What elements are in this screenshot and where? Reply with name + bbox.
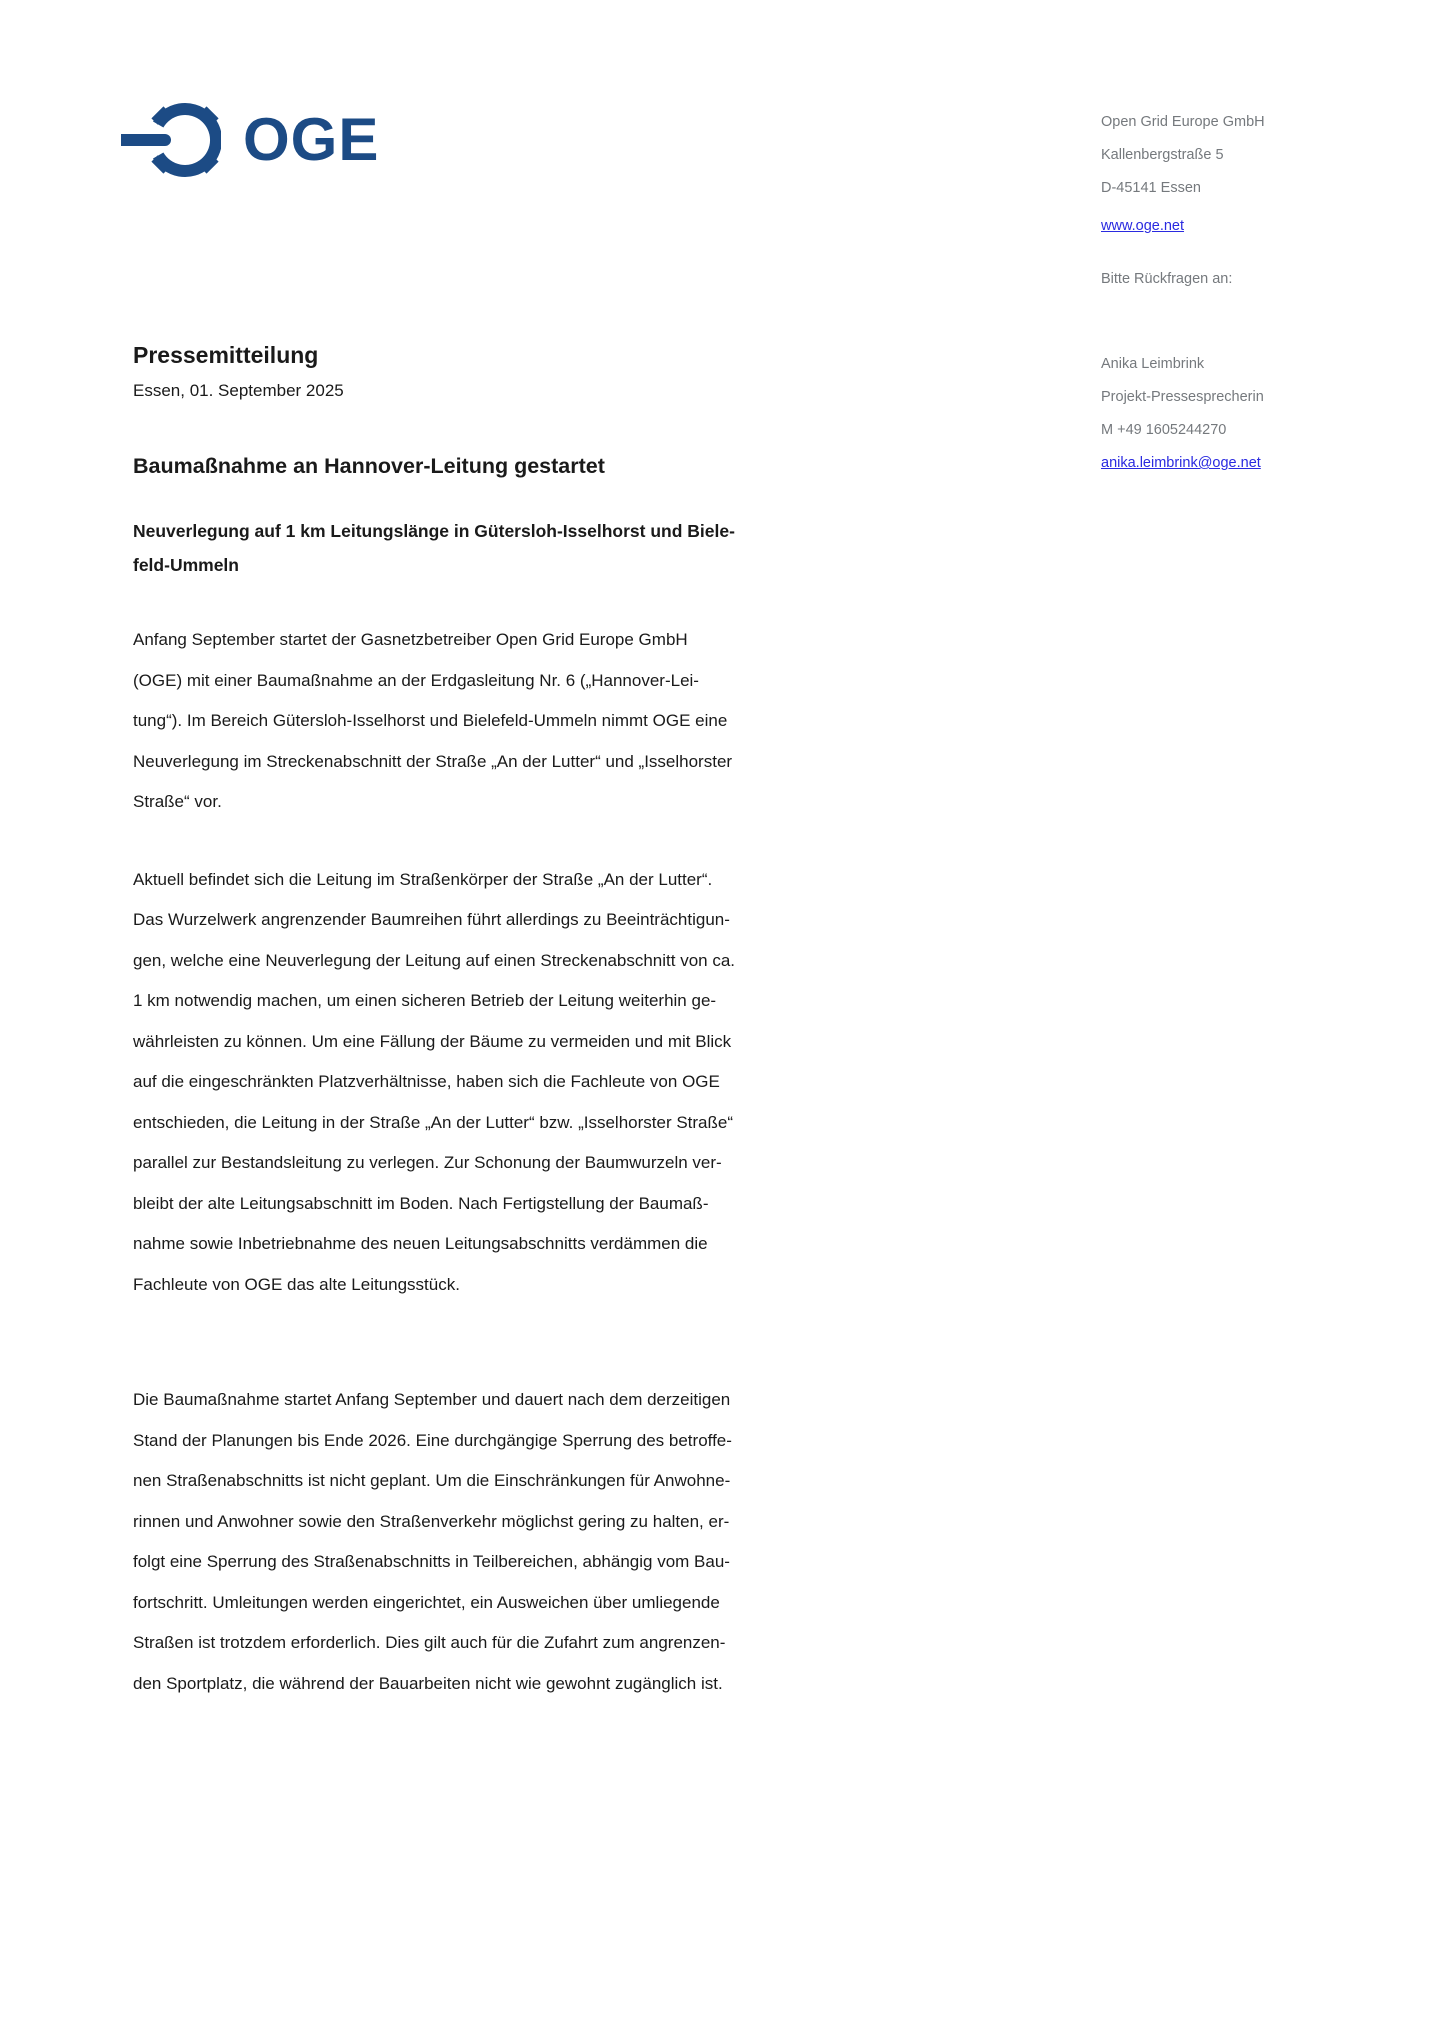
- text-line: parallel zur Bestandsleitung zu verlegen. Zur Schonung der Baumwurzeln ver-: [133, 1153, 722, 1172]
- text-line: Fachleute von OGE das alte Leitungsstück.: [133, 1274, 460, 1294]
- text-line: nahme sowie Inbetriebnahme des neuen Leitungsabschnitts verdämmen die: [133, 1234, 708, 1253]
- contact-block: [1101, 106, 1401, 480]
- paragraph: [133, 620, 793, 823]
- subheadline: [133, 514, 793, 582]
- text-line: folgt eine Sperrung des Straßenabschnitts in Teilbereichen, abhängig vom Bau-: [133, 1552, 730, 1571]
- text-line: nen Straßenabschnitts ist nicht geplant. Um die Einschränkungen für Anwohne-: [133, 1471, 731, 1490]
- company-name: Open Grid Europe GmbH: [1101, 114, 1265, 130]
- website-line: [1101, 210, 1401, 243]
- text-line: entschieden, die Leitung in der Straße „An der Lutter“ bzw. „Isselhorster Straße“: [133, 1112, 734, 1132]
- contact-mobile: M +49 1605244270: [1101, 422, 1227, 438]
- oge-logo: [121, 97, 379, 183]
- text-line: feld-Ummeln: [133, 555, 239, 575]
- text-line: Stand der Planungen bis Ende 2026. Eine durchgängige Sperrung des betroffe-: [133, 1430, 732, 1450]
- text-line: Anfang September startet der Gasnetzbetreiber Open Grid Europe GmbH: [133, 630, 688, 649]
- contact-name: Anika Leimbrink: [1101, 356, 1205, 372]
- body-paragraphs: [133, 620, 793, 1704]
- document-type-heading: Pressemitteilung: [133, 342, 319, 368]
- text-line: fortschritt. Umleitungen werden eingerichtet, ein Ausweichen über umliegende: [133, 1592, 720, 1612]
- text-line: Aktuell befindet sich die Leitung im Straßenkörper der Straße „An der Lutter“.: [133, 869, 713, 889]
- text-line: Neuverlegung im Streckenabschnitt der Straße „An der Lutter“ und „Isselhorster: [133, 751, 733, 771]
- text-line: Das Wurzelwerk angrenzender Baumreihen führt allerdings zu Beeinträchtigun-: [133, 910, 730, 929]
- company-city: D-45141 Essen: [1101, 180, 1201, 196]
- company-street: Kallenbergstraße 5: [1101, 147, 1224, 163]
- text-line: bleibt der alte Leitungsabschnitt im Boden. Nach Fertigstellung der Baumaß-: [133, 1193, 709, 1213]
- text-line: 1 km notwendig machen, um einen sicheren Betrieb der Leitung weiterhin ge-: [133, 991, 717, 1010]
- pipeline-ring-icon: [121, 97, 221, 183]
- text-line: Neuverlegung auf 1 km Leitungslänge in Gütersloh-Isselhorst und Biele-: [133, 521, 735, 541]
- inquiries-label: Bitte Rückfragen an:: [1101, 271, 1233, 287]
- website-link[interactable]: www.oge.net: [1101, 218, 1185, 234]
- text-line: gen, welche eine Neuverlegung der Leitung auf einen Streckenabschnitt von ca.: [133, 950, 736, 970]
- contact-email-line: [1101, 447, 1401, 480]
- text-line: währleisten zu können. Um eine Fällung der Bäume zu vermeiden und mit Blick: [133, 1031, 732, 1051]
- oge-logo-text: OGE: [243, 106, 380, 173]
- text-line: (OGE) mit einer Baumaßnahme an der Erdgasleitung Nr. 6 („Hannover-Lei-: [133, 670, 699, 690]
- text-line: Straßen ist trotzdem erforderlich. Dies gilt auch für die Zufahrt zum angrenzen-: [133, 1633, 726, 1652]
- text-line: auf die eingeschränkten Platzverhältnisse, haben sich die Fachleute von OGE: [133, 1072, 720, 1091]
- text-line: rinnen und Anwohner sowie den Straßenverkehr möglichst gering zu halten, er-: [133, 1511, 730, 1531]
- contact-email-link[interactable]: anika.leimbrink@oge.net: [1101, 455, 1261, 471]
- paragraph: [133, 1380, 793, 1704]
- text-line: Die Baumaßnahme startet Anfang September und dauert nach dem derzeitigen: [133, 1390, 731, 1409]
- text-line: tung“). Im Bereich Gütersloh-Isselhorst und Bielefeld-Ummeln nimmt OGE eine: [133, 711, 728, 730]
- headline: Baumaßnahme an Hannover-Leitung gestartet: [133, 454, 605, 478]
- text-line: den Sportplatz, die während der Bauarbeiten nicht wie gewohnt zugänglich ist.: [133, 1673, 723, 1693]
- text-line: Straße“ vor.: [133, 792, 222, 811]
- document-body: [133, 340, 793, 1704]
- dateline: Essen, 01. September 2025: [133, 381, 344, 400]
- paragraph: [133, 860, 793, 1306]
- contact-role: Projekt-Pressesprecherin: [1101, 389, 1264, 405]
